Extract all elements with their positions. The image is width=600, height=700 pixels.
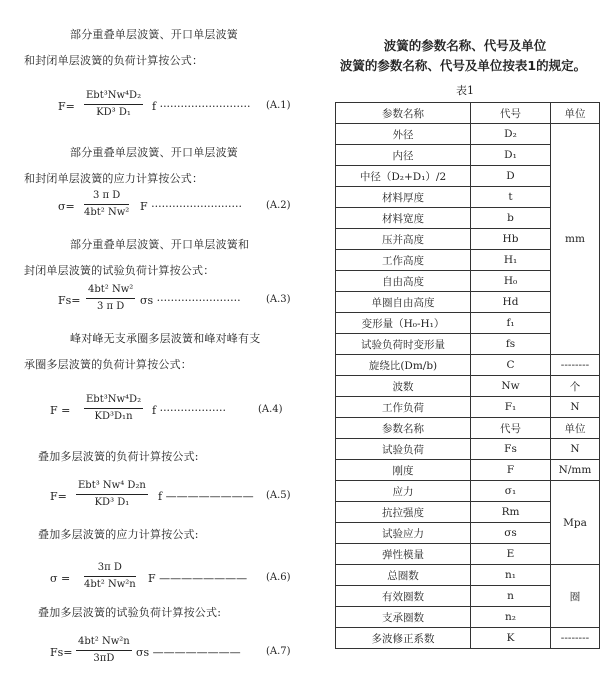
- formula-a2: σ= $\frac{\text{3 π D}}{\text{4bt² Nw²}}$ F ·························· (A.2): [30, 188, 310, 232]
- paragraph-stacked-stress: 叠加多层波簧的应力计算按公式:: [38, 528, 199, 541]
- table-row: 多波修正系数 K --------: [336, 628, 600, 649]
- table-row: 支承圈数 n₂: [336, 607, 600, 628]
- header-name: 参数名称: [336, 103, 471, 124]
- fraction: Ebt³ Nw⁴ D₂n KD³ D₁: [78, 480, 146, 508]
- parameter-table: [335, 102, 600, 649]
- formula-a7: Fs= $\frac{\text{4bt² Nw²n}}{3\pi D}$ σs ———————— (A.7): [30, 634, 310, 678]
- table-row: 外径 D₂ mm: [336, 124, 600, 145]
- table-row: 旋绕比(Dm/b) C --------: [336, 355, 600, 376]
- table-row: 自由高度 H₀: [336, 271, 600, 292]
- table-row: 材料厚度 t: [336, 187, 600, 208]
- table-subheader-row: 参数名称 代号 单位: [336, 418, 600, 439]
- fraction: $\frac{\text{3 π D}}{\text{4bt² Nw²}}$: [84, 190, 130, 218]
- paragraph-single-test-load: 部分重叠单层波簧、开口单层波簧和 封闭单层波簧的试验负荷计算按公式：: [24, 238, 250, 277]
- formula-a1: F= Ebt³Nw⁴D₂ KD³ D₁ f ·························· (A.1): [30, 88, 310, 132]
- unit-mm-cell: mm: [551, 124, 600, 355]
- paragraph-stacked-test-load: 叠加多层波簧的试验负荷计算按公式:: [38, 606, 222, 619]
- table-row: 材料宽度 b: [336, 208, 600, 229]
- table-row: 中径（D₂+D₁）/2 D: [336, 166, 600, 187]
- section-subtitle: 波簧的参数名称、代号及单位按表1的规定。: [339, 58, 587, 73]
- table-row: 工作高度 H₁: [336, 250, 600, 271]
- table-row: 应力 σ₁ Mpa: [336, 481, 600, 502]
- table-row: 变形量（H₀-H₁） f₁: [336, 313, 600, 334]
- table-row: 刚度 F N/mm: [336, 460, 600, 481]
- header-code: 代号: [471, 103, 551, 124]
- table-header-row: [336, 103, 600, 124]
- fraction: $\frac{\text{4bt² Nw²n}}{3\pi D}$: [78, 636, 130, 664]
- formula-a4: F = Ebt³Nw⁴D₂ KD³D₁n f ··················· (A.4): [30, 392, 310, 436]
- table-row: 弹性模量 E: [336, 544, 600, 565]
- table-row: 试验负荷时变形量 fs: [336, 334, 600, 355]
- table-row: 工作负荷 F₁ N: [336, 397, 600, 418]
- table-row: 压并高度 Hb: [336, 229, 600, 250]
- table-row: 试验应力 σs: [336, 523, 600, 544]
- table-row: 试验负荷 Fs N: [336, 439, 600, 460]
- unit-circle-cell: 圈: [551, 565, 600, 628]
- paragraph-multi-load: 峰对峰无支承圈多层波簧和峰对峰有支 承圈多层波簧的负荷计算按公式：: [24, 332, 261, 371]
- table-row: 总圈数 n₁ 圈: [336, 565, 600, 586]
- paragraph-single-stress: 部分重叠单层波簧、开口单层波簧 和封闭单层波簧的应力计算按公式：: [24, 146, 238, 185]
- paragraph-stacked-load: 叠加多层波簧的负荷计算按公式:: [38, 450, 199, 463]
- table-row: 内径 D₁: [336, 145, 600, 166]
- header-unit: 单位: [551, 103, 600, 124]
- formula-a3: Fs= $\frac{\text{4bt² Nw²}}{\text{3 π D}}$ σs ························ (A.3): [30, 282, 310, 326]
- fraction: Ebt³Nw⁴D₂ KD³D₁n: [86, 394, 142, 422]
- formula-a5: F= Ebt³ Nw⁴ D₂n KD³ D₁ f ———————— (A.5): [30, 478, 310, 522]
- paragraph-single-load: 部分重叠单层波簧、开口单层波簧 和封闭单层波簧的负荷计算按公式：: [24, 28, 238, 67]
- formula-a6: σ = $\frac{\text{3π D}}{\text{4bt² Nw²n}}$ F ———————— (A.6): [30, 560, 310, 604]
- fraction: Ebt³Nw⁴D₂ KD³ D₁: [86, 90, 142, 118]
- table-row: 单圈自由高度 Hd: [336, 292, 600, 313]
- table-row: 有效圈数 n: [336, 586, 600, 607]
- table-row: 波数 Nw 个: [336, 376, 600, 397]
- table-row: 抗拉强度 Rm: [336, 502, 600, 523]
- fraction: $\frac{\text{3π D}}{\text{4bt² Nw²n}}$: [84, 562, 136, 590]
- fraction: $\frac{\text{4bt² Nw²}}{\text{3 π D}}$: [88, 284, 134, 312]
- unit-mpa-cell: Mpa: [551, 481, 600, 565]
- section-title: 波簧的参数名称、代号及单位: [383, 38, 547, 53]
- table-caption: 表1: [456, 84, 474, 97]
